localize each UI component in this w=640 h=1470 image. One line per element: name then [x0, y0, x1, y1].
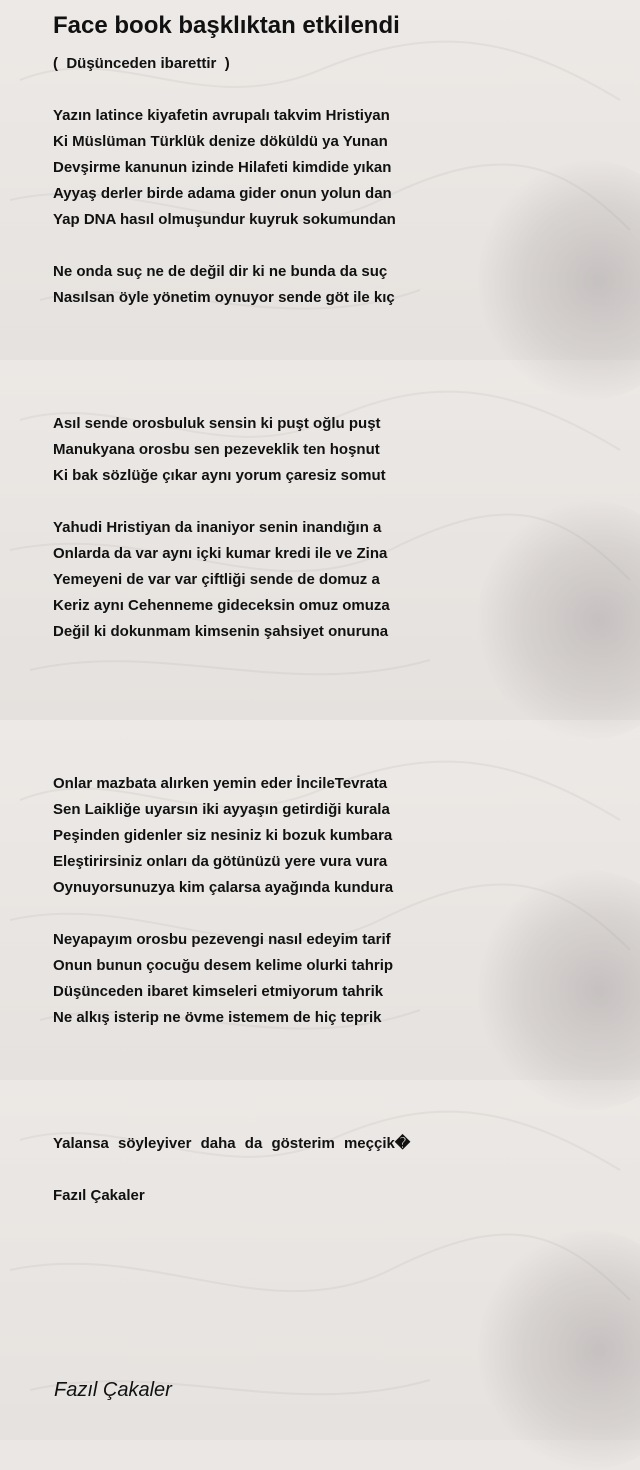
- poem-line: Yap DNA hasıl olmuşundur kuyruk sokumundan: [53, 211, 396, 228]
- poem-line: Onlar mazbata alırken yemin eder İncileTevrata: [53, 775, 388, 792]
- poem-line: Yalansa söyleyiver daha da gösterim meççik�: [53, 1135, 411, 1152]
- poem-line: Ne alkış isterip ne övme istemem de hiç teprik: [53, 1009, 382, 1026]
- poet-signature: Fazıl Çakaler: [54, 1379, 172, 1401]
- poem-line: Onun bunun çocuğu desem kelime olurki tahrip: [53, 957, 394, 974]
- poem-line: Peşinden gidenler siz nesiniz ki bozuk kumbara: [53, 827, 393, 844]
- poem-line: Ne onda suç ne de değil dir ki ne bunda da suç: [53, 263, 388, 280]
- poem-line: Yazın latince kiyafetin avrupalı takvim Hristiyan: [53, 107, 390, 124]
- poem-line: Değil ki dokunmam kimsenin şahsiyet onuruna: [53, 623, 389, 640]
- poem-line: Manukyana orosbu sen pezeveklik ten hoşnut: [53, 441, 380, 458]
- handwriting-texture: [0, 360, 640, 720]
- poem-line: Ki Müslüman Türklük denize döküldü ya Yunan: [53, 133, 388, 150]
- poem-subtitle: ( Düşünceden ibarettir ): [53, 55, 230, 72]
- poem-line: Ki bak sözlüğe çıkar aynı yorum çaresiz somut: [53, 467, 386, 484]
- poem-line: Oynuyorsunuzya kim çalarsa ayağında kundura: [53, 879, 394, 896]
- poem-line: Eleştirirsiniz onları da götünüzü yere vura vura: [53, 853, 388, 870]
- poem-line: Sen Laikliğe uyarsın iki ayyaşın getirdiği kurala: [53, 801, 390, 818]
- poem-line: Nasılsan öyle yönetim oynuyor sende göt ile kıç: [53, 289, 395, 306]
- poem-line: Devşirme kanunun izinde Hilafeti kimdide yıkan: [53, 159, 392, 176]
- poem-line: Düşünceden ibaret kimseleri etmiyorum tahrik: [53, 983, 384, 1000]
- poem-line: Yahudi Hristiyan da inaniyor senin inandığın a: [53, 519, 382, 536]
- poem-title: Face book başklıktan etkilendi: [53, 12, 400, 39]
- poem-line: Asıl sende orosbuluk sensin ki puşt oğlu puşt: [53, 415, 381, 432]
- poem-author: Fazıl Çakaler: [53, 1187, 145, 1204]
- poem-line: Yemeyeni de var var çiftliği sende de domuz a: [53, 571, 380, 588]
- poem-line: Ayyaş derler birde adama gider onun yolun dan: [53, 185, 392, 202]
- poem-line: Neyapayım orosbu pezevengi nasıl edeyim tarif: [53, 931, 391, 948]
- poem-line: Keriz aynı Cehenneme gideceksin omuz omuza: [53, 597, 390, 614]
- poem-line: Onlarda da var aynı içki kumar kredi ile ve Zina: [53, 545, 388, 562]
